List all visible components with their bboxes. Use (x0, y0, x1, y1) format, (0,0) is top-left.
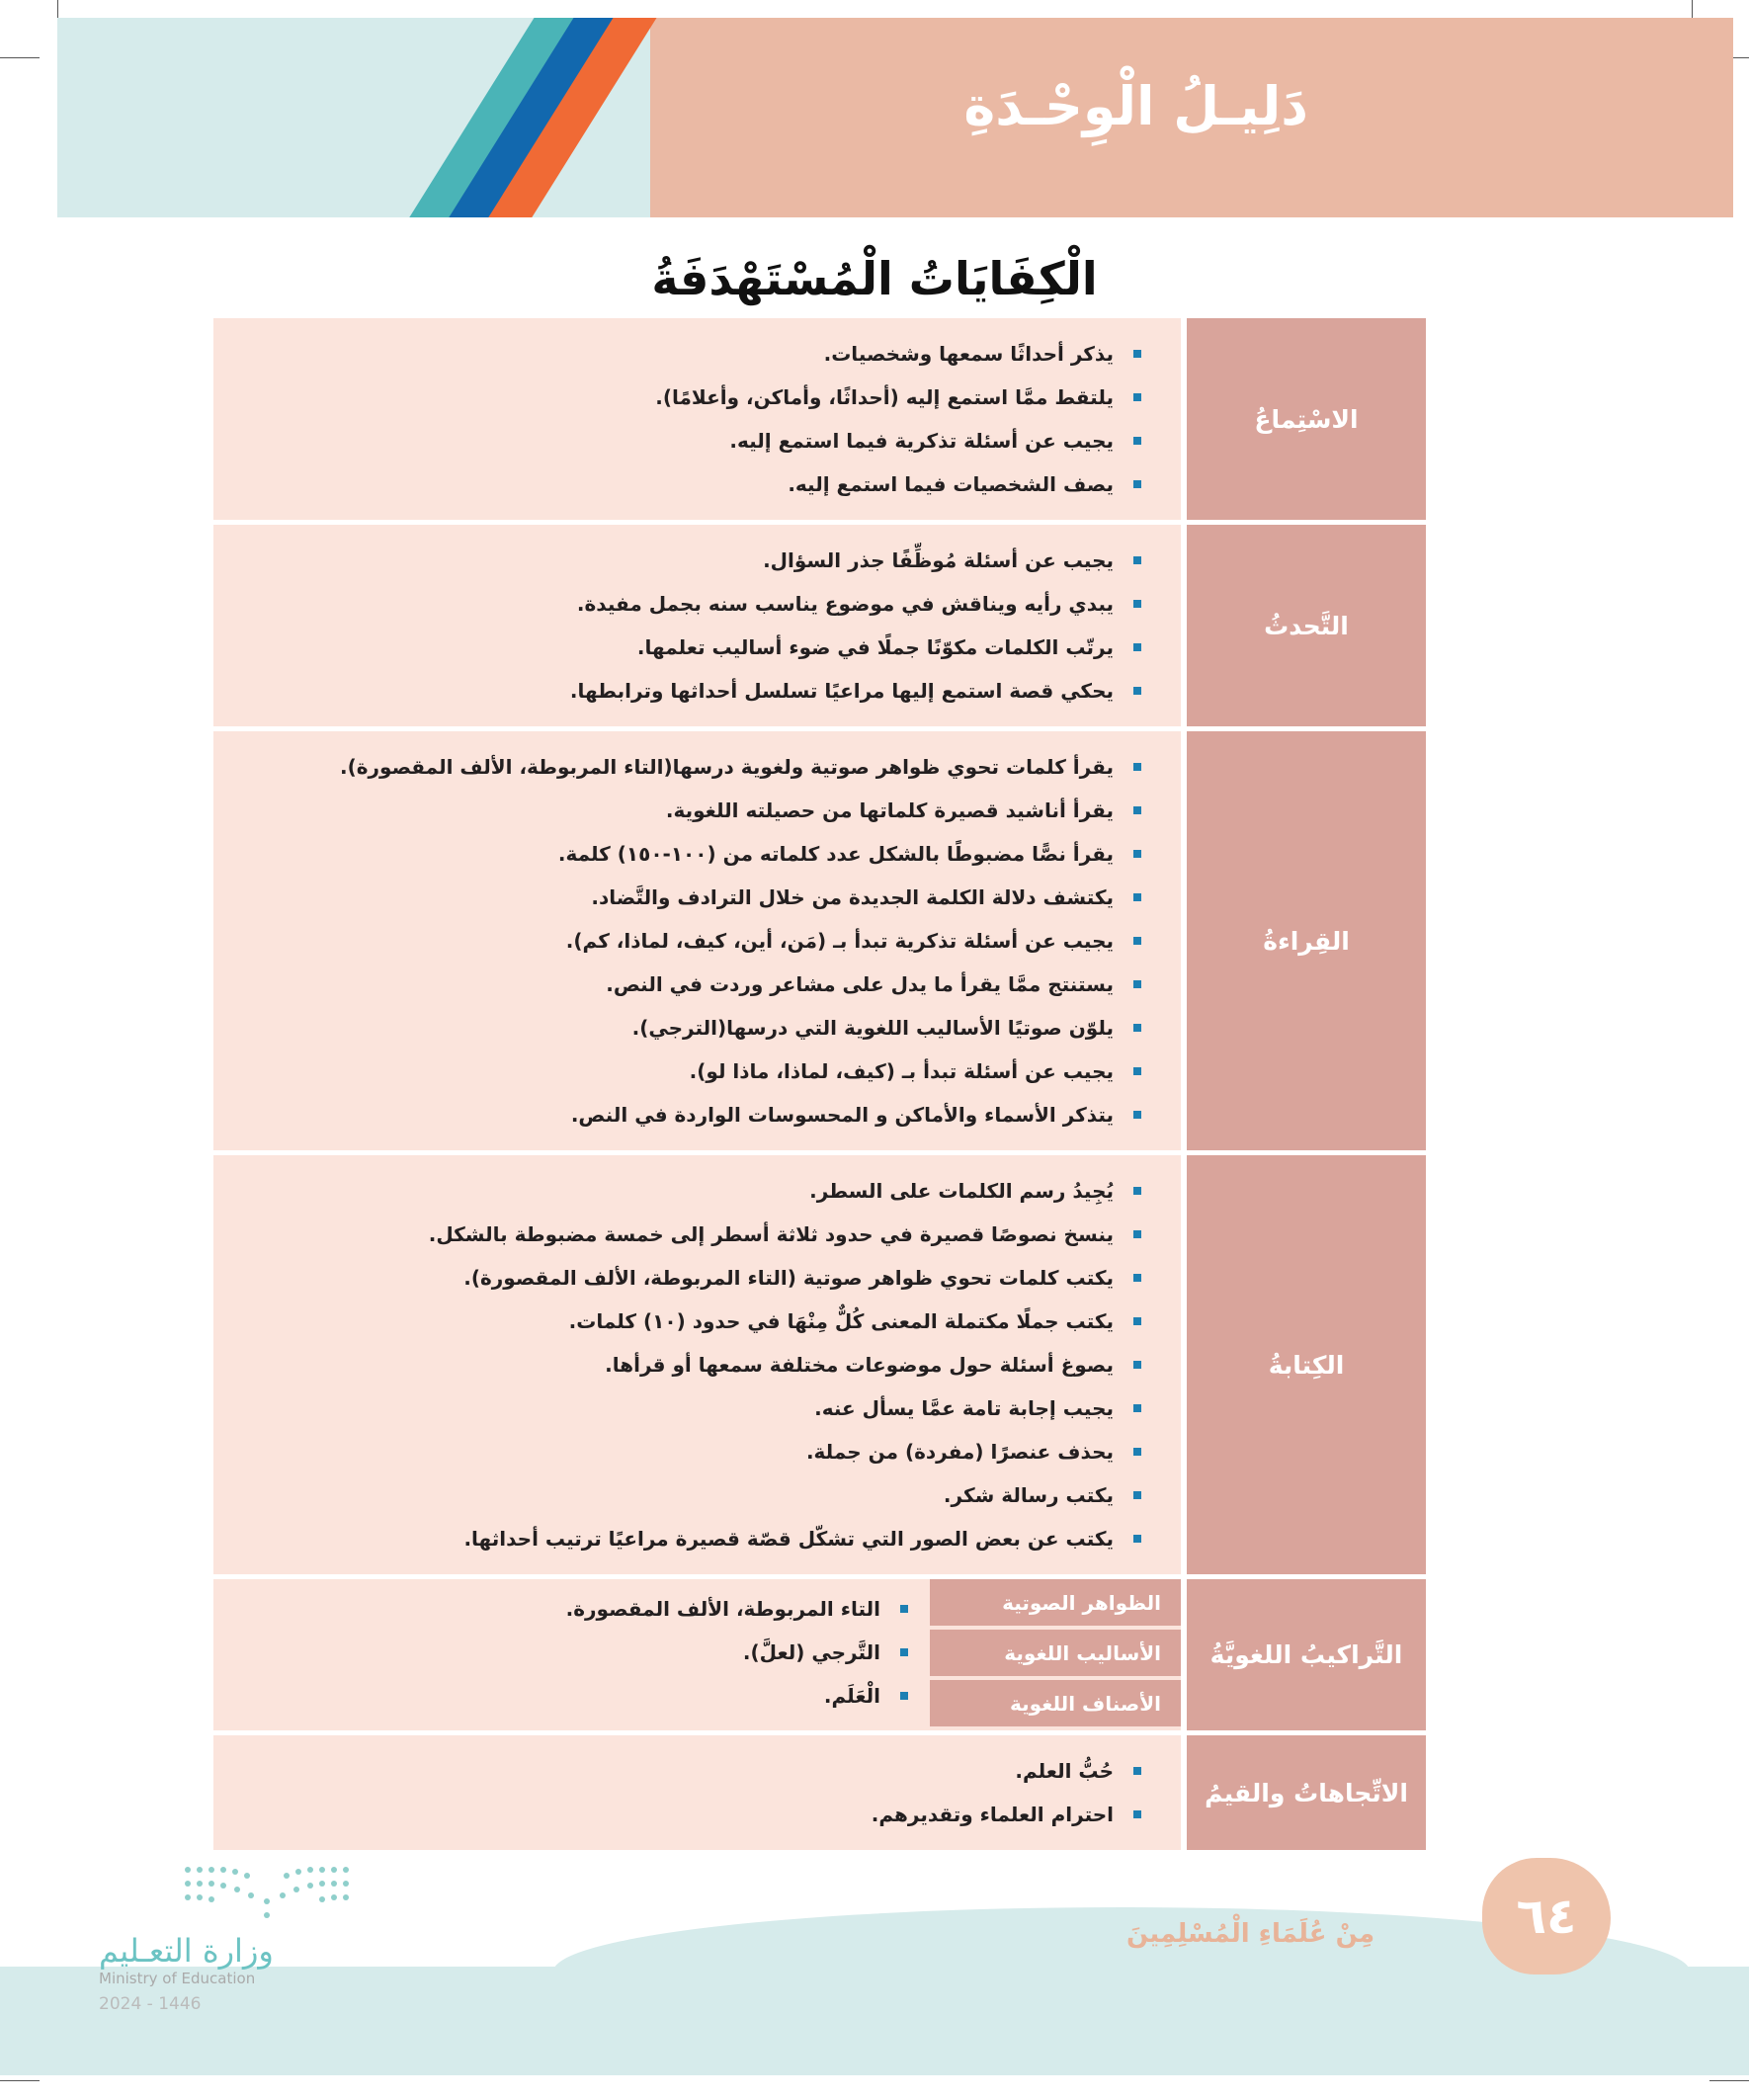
item-text: يكتشف دلالة الكلمة الجديدة من خلال الترادف والتَّضاد. (591, 885, 1114, 909)
list-item (233, 1517, 1141, 1560)
item-text: يكتب جملًا مكتملة المعنى كُلٌّ مِنْهَا في حدود (١٠) كلمات. (568, 1309, 1114, 1333)
list-item (233, 1674, 908, 1718)
item-text: يقرأ أناشيد قصيرة كلماتها من حصيلته اللغوية. (665, 798, 1114, 822)
column-gap (1181, 318, 1187, 520)
list-item (233, 963, 1141, 1006)
item-text: الْعَلَم. (823, 1684, 880, 1708)
list-item (233, 919, 1141, 963)
footer-band (0, 1967, 1749, 2075)
row-label: الاتِّجاهاتُ والقيمُ (1187, 1735, 1426, 1850)
structures-cell (213, 1579, 1181, 1730)
sub-label: الظواهر الصوتية (930, 1579, 1181, 1630)
row-label: القِراءةُ (1187, 731, 1426, 1150)
item-text: يرتّب الكلمات مكوّنًا جملًا في ضوء أساليب تعلمها. (636, 635, 1114, 659)
bullet-icon (1133, 393, 1141, 401)
column-gap (1181, 1579, 1187, 1730)
bullet-icon (1133, 1024, 1141, 1032)
item-text: حُبُّ العلم. (1015, 1759, 1114, 1783)
item-text: يحكي قصة استمع إليها مراعيًا تسلسل أحداثها وترابطها. (569, 679, 1114, 703)
column-gap (1181, 525, 1187, 726)
competency-items (213, 318, 1181, 520)
bullet-icon (1133, 1491, 1141, 1499)
unit-title: دَلِيـلُ الْوِحْـدَةِ (963, 75, 1308, 137)
row-label: التَّراكيبُ اللغويَّةُ (1187, 1579, 1426, 1730)
item-text: ينسخ نصوصًا قصيرة في حدود ثلاثة أسطر إلى خمسة مضبوطة بالشكل. (428, 1222, 1114, 1246)
competency-row (213, 731, 1426, 1150)
bullet-icon (1133, 806, 1141, 814)
sub-label: الأصناف اللغوية (930, 1680, 1181, 1730)
bullet-icon (1133, 480, 1141, 488)
bullet-icon (1133, 1535, 1141, 1543)
bullet-icon (1133, 763, 1141, 771)
bullet-icon (1133, 600, 1141, 608)
list-item (233, 1300, 1141, 1343)
item-text: يقرأ كلمات تحوي ظواهر صوتية ولغوية درسها(التاء المربوطة، الألف المقصورة). (339, 755, 1114, 779)
item-text: يصوغ أسئلة حول موضوعات مختلفة سمعها أو قرأها. (605, 1353, 1114, 1377)
edition-year: 2024 - 1446 (99, 1994, 202, 2014)
item-text: يصف الشخصيات فيما استمع إليه. (788, 472, 1114, 496)
bullet-icon (1133, 1767, 1141, 1775)
list-item (233, 1213, 1141, 1256)
bullet-icon (1133, 1067, 1141, 1075)
item-text: يتذكر الأسماء والأماكن و المحسوسات الواردة في النص. (570, 1103, 1114, 1127)
item-text: يكتب رسالة شكر. (943, 1483, 1114, 1507)
competency-items (213, 1155, 1181, 1574)
bullet-icon (1133, 980, 1141, 988)
list-item (233, 876, 1141, 919)
list-item (233, 1631, 908, 1674)
item-text: يُجِيدُ رسم الكلمات على السطر. (809, 1179, 1114, 1203)
sub-label: الأساليب اللغوية (930, 1630, 1181, 1680)
bullet-icon (1133, 687, 1141, 695)
bullet-icon (1133, 1361, 1141, 1369)
list-item (233, 626, 1141, 669)
item-text: يذكر أحداثًا سمعها وشخصيات. (823, 342, 1114, 366)
list-item (233, 419, 1141, 462)
row-label: الاسْتِماعُ (1187, 318, 1426, 520)
competency-items (213, 525, 1181, 726)
list-item (233, 669, 1141, 713)
row-label: التَّحدثُ (1187, 525, 1426, 726)
item-text: يلوّن صوتيًا الأساليب اللغوية التي درسها(الترجي). (631, 1016, 1114, 1040)
bullet-icon (1133, 1111, 1141, 1119)
column-gap (1181, 731, 1187, 1150)
book-title: مِنْ عُلَمَاءِ الْمُسْلِمِينَ (1126, 1919, 1375, 1949)
header-band (57, 18, 1733, 217)
item-text: يجيب عن أسئلة تذكرية فيما استمع إليه. (729, 429, 1114, 453)
list-item (233, 582, 1141, 626)
structures-items (213, 1579, 928, 1730)
competency-items (213, 731, 1181, 1150)
competency-row (213, 525, 1426, 726)
list-item (233, 1169, 1141, 1213)
item-text: يكتب كلمات تحوي ظواهر صوتية (التاء المربوطة، الألف المقصورة). (463, 1266, 1114, 1290)
bullet-icon (1133, 1404, 1141, 1412)
bullet-icon (900, 1692, 908, 1700)
bullet-icon (1133, 1810, 1141, 1818)
column-gap (1181, 1155, 1187, 1574)
item-text: يجيب إجابة تامة عمَّا يسأل عنه. (814, 1396, 1114, 1420)
list-item (233, 1386, 1141, 1430)
bullet-icon (1133, 1448, 1141, 1456)
list-item (233, 462, 1141, 506)
list-item (233, 1006, 1141, 1050)
structures-row (213, 1579, 1426, 1730)
competency-row (213, 318, 1426, 520)
list-item (233, 789, 1141, 832)
competency-row (213, 1155, 1426, 1574)
bullet-icon (1133, 1274, 1141, 1282)
item-text: احترام العلماء وتقديرهم. (871, 1803, 1114, 1826)
list-item (233, 1256, 1141, 1300)
bullet-icon (1133, 1230, 1141, 1238)
list-item (233, 1093, 1141, 1136)
column-gap (928, 1579, 930, 1730)
bullet-icon (1133, 850, 1141, 858)
bullet-icon (900, 1648, 908, 1656)
list-item (233, 1749, 1141, 1793)
bullet-icon (900, 1605, 908, 1613)
bullet-icon (1133, 1187, 1141, 1195)
row-label: الكِتابةُ (1187, 1155, 1426, 1574)
list-item (233, 332, 1141, 376)
structures-sub-labels (930, 1579, 1181, 1730)
crop-mark (0, 2080, 40, 2081)
bullet-icon (1133, 643, 1141, 651)
bullet-icon (1133, 1317, 1141, 1325)
bullet-icon (1133, 437, 1141, 445)
item-text: يحذف عنصرًا (مفردة) من جملة. (805, 1440, 1114, 1464)
item-text: يجيب عن أسئلة مُوظِّفًا جذر السؤال. (763, 548, 1114, 572)
item-text: يقرأ نصًّا مضبوطًا بالشكل عدد كلماته من (١٠٠-١٥٠) كلمة. (557, 842, 1114, 866)
item-text: يجيب عن أسئلة تذكرية تبدأ بـ (مَن، أين، كيف، لماذا، كم). (565, 929, 1114, 953)
section-title: الْكِفَايَاتُ الْمُسْتَهْدَفَةُ (651, 252, 1098, 305)
list-item (233, 832, 1141, 876)
page-number: ٦٤ (1482, 1858, 1611, 1974)
values-row (213, 1735, 1426, 1850)
list-item (233, 1343, 1141, 1386)
ministry-name-english: Ministry of Education (99, 1970, 256, 1987)
values-items (213, 1735, 1181, 1850)
item-text: يبدي رأيه ويناقش في موضوع يناسب سنه بجمل مفيدة. (576, 592, 1114, 616)
list-item (233, 1430, 1141, 1473)
list-item (233, 376, 1141, 419)
list-item (233, 1050, 1141, 1093)
item-text: التاء المربوطة، الألف المقصورة. (565, 1597, 880, 1621)
item-text: يكتب عن بعض الصور التي تشكّل قصّة قصيرة مراعيًا ترتيب أحداثها. (463, 1527, 1114, 1551)
ministry-name-arabic: وزارة التعـليم (99, 1932, 274, 1970)
bullet-icon (1133, 893, 1141, 901)
item-text: يجيب عن أسئلة تبدأ بـ (كيف، لماذا، ماذا لو). (689, 1059, 1114, 1083)
column-gap (1181, 1735, 1187, 1850)
item-text: التَّرجي (لعلَّ). (742, 1640, 880, 1664)
list-item (233, 539, 1141, 582)
bullet-icon (1133, 350, 1141, 358)
competency-rows (213, 318, 1426, 1574)
ministry-logo-icon (178, 1858, 356, 1927)
list-item (233, 745, 1141, 789)
competencies-table (213, 318, 1426, 1855)
list-item (233, 1793, 1141, 1836)
list-item (233, 1587, 908, 1631)
item-text: يلتقط ممَّا استمع إليه (أحداثًا، وأماكن، وأعلامًا). (655, 385, 1114, 409)
crop-mark (0, 57, 40, 58)
crop-mark (1709, 2080, 1749, 2081)
item-text: يستنتج ممَّا يقرأ ما يدل على مشاعر وردت في النص. (606, 972, 1114, 996)
bullet-icon (1133, 937, 1141, 945)
list-item (233, 1473, 1141, 1517)
bullet-icon (1133, 556, 1141, 564)
